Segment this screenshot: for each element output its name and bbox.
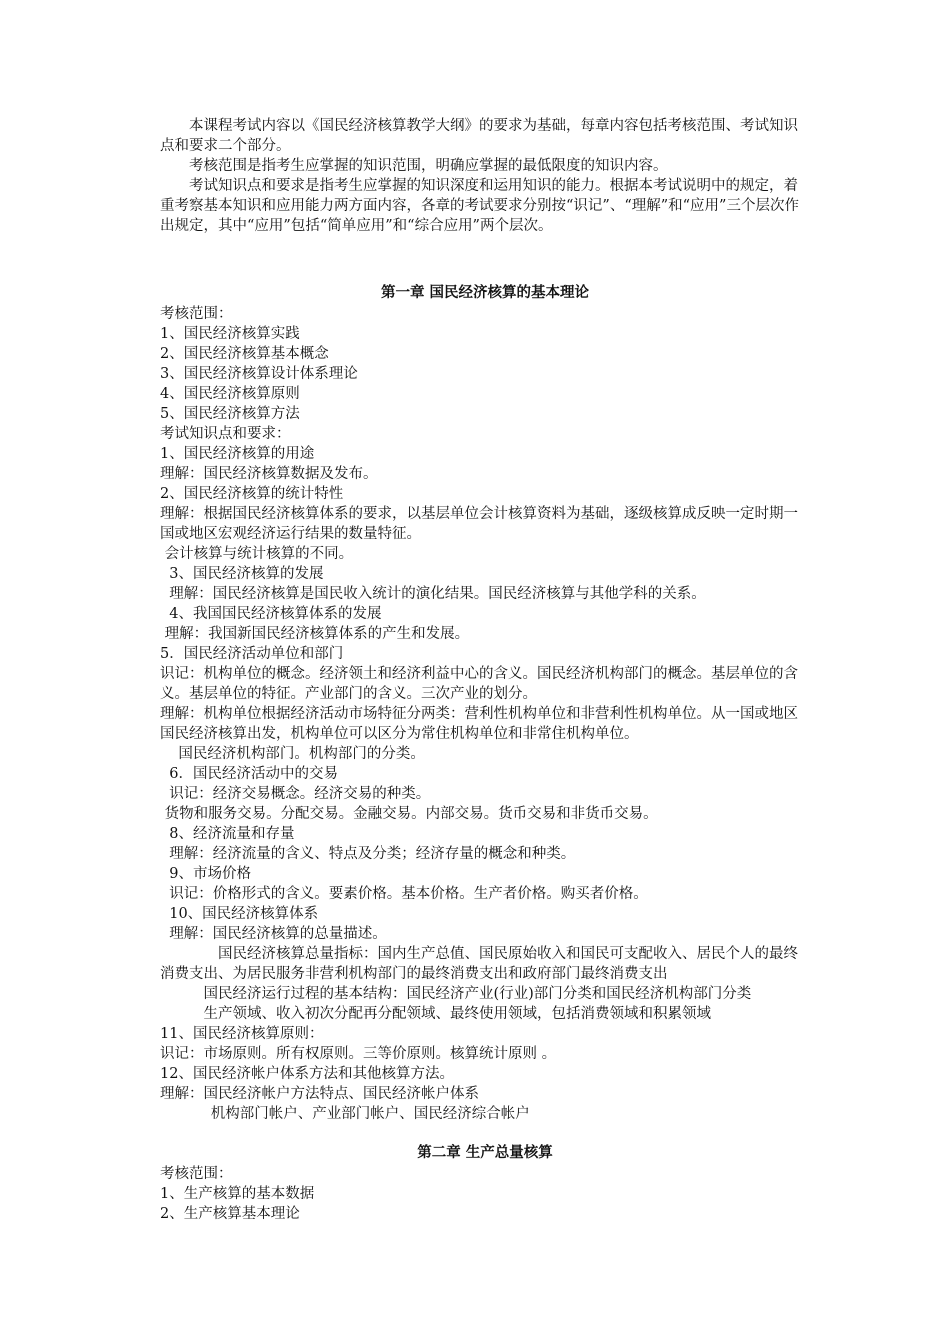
ch1-line: 5、国民经济核算方法: [160, 406, 300, 422]
ch1-line: 会计核算与统计核算的不同。: [160, 546, 354, 562]
ch1-line: 2、国民经济核算基本概念: [160, 346, 329, 362]
ch1-line: 理解：我国新国民经济核算体系的产生和发展。: [160, 626, 470, 642]
ch1-line: 6．国民经济活动中的交易: [160, 766, 338, 782]
ch1-line: 9、市场价格: [160, 866, 251, 882]
ch1-line: 理解：国民经济帐户方法特点、国民经济帐户体系: [160, 1086, 479, 1102]
ch1-line: 4、国民经济核算原则: [160, 386, 300, 402]
ch1-line: 识记：价格形式的含义。要素价格。基本价格。生产者价格。购买者价格。: [160, 886, 648, 902]
ch1-line: 3、国民经济核算的发展: [160, 566, 324, 582]
chapter-2-title: 第二章 生产总量核算: [417, 1145, 553, 1161]
ch1-line: 理解：经济流量的含义、特点及分类；经济存量的概念和种类。: [160, 846, 576, 862]
ch1-line: 考核范围：: [160, 306, 233, 322]
ch1-line: 11、国民经济核算原则：: [160, 1026, 324, 1042]
intro-paragraph-1: 本课程考试内容以《国民经济核算教学大纲》的要求为基础，每章内容包括考核范围、考试知识点和要求二个部分。: [160, 118, 798, 154]
ch1-line: 机构部门帐户、产业部门帐户、国民经济综合帐户: [210, 1106, 530, 1122]
ch1-line: 考试知识点和要求：: [160, 426, 291, 442]
ch2-line: 2、生产核算基本理论: [160, 1206, 300, 1222]
ch1-line: 理解：国民经济核算是国民收入统计的演化结果。国民经济核算与其他学科的关系。: [160, 586, 706, 602]
intro-paragraph-3: 考试知识点和要求是指考生应掌握的知识深度和运用知识的能力。根据本考试说明中的规定，着重考察基本知识和应用能力两方面内容，各章的考试要求分别按“识记”、“理解”和“应用”三个层次作出规定，其中“应用”包括“简单应用”和“综合应用”两个层次。: [160, 178, 799, 234]
ch1-line: 理解：国民经济核算数据及发布。: [160, 466, 378, 482]
ch1-line: 识记：机构单位的概念。经济领土和经济利益中心的含义。国民经济机构部门的概念。基层单位的含义。基层单位的特征。产业部门的含义。三次产业的划分。: [160, 666, 798, 702]
ch1-line: 理解：国民经济核算的总量描述。: [160, 926, 387, 942]
chapter-1-title: 第一章 国民经济核算的基本理论: [380, 285, 590, 301]
ch1-line: 货物和服务交易。分配交易。金融交易。内部交易。货币交易和非货币交易。: [160, 806, 658, 822]
ch1-line: 5．国民经济活动单位和部门: [160, 646, 344, 662]
ch1-line: 识记：市场原则。所有权原则。三等价原则。核算统计原则 。: [160, 1046, 557, 1062]
ch2-line: 1、生产核算的基本数据: [160, 1186, 315, 1202]
ch1-line: 12、国民经济帐户体系方法和其他核算方法。: [160, 1066, 454, 1082]
ch1-line: 2、国民经济核算的统计特性: [160, 486, 344, 502]
ch1-line: 3、国民经济核算设计体系理论: [160, 366, 358, 382]
ch1-line: 1、国民经济核算的用途: [160, 446, 315, 462]
ch1-line: 10、国民经济核算体系: [160, 906, 319, 922]
document-body: [160, 116, 810, 1224]
ch1-line: 理解：根据国民经济核算体系的要求，以基层单位会计核算资料为基础，逐级核算成反映一定时期一国或地区宏观经济运行结果的数量特征。: [160, 506, 798, 542]
intro-paragraph-2: 考核范围是指考生应掌握的知识范围，明确应掌握的最低限度的知识内容。: [189, 158, 668, 174]
ch1-line: 8、经济流量和存量: [160, 826, 295, 842]
ch1-line: 识记：经济交易概念。经济交易的种类。: [160, 786, 431, 802]
ch1-line: 国民经济核算总量指标：国内生产总值、国民原始收入和国民可支配收入、居民个人的最终消费支出、为居民服务非营利机构部门的最终消费支出和政府部门最终消费支出: [160, 946, 798, 982]
ch1-line: 4、我国国民经济核算体系的发展: [160, 606, 382, 622]
ch1-line: 生产领域、收入初次分配再分配领域、最终使用领域，包括消费领域和积累领域: [203, 1006, 711, 1022]
ch2-line: 考核范围：: [160, 1166, 233, 1182]
ch1-line: 1、国民经济核算实践: [160, 326, 300, 342]
ch1-line: 国民经济运行过程的基本结构：国民经济产业(行业)部门分类和国民经济机构部门分类: [203, 986, 752, 1002]
ch1-line: 国民经济机构部门。机构部门的分类。: [160, 746, 425, 762]
ch1-line: 理解：机构单位根据经济活动市场特征分两类：营利性机构单位和非营利性机构单位。从一国或地区国民经济核算出发，机构单位可以区分为常住机构单位和非常住机构单位。: [160, 706, 798, 742]
